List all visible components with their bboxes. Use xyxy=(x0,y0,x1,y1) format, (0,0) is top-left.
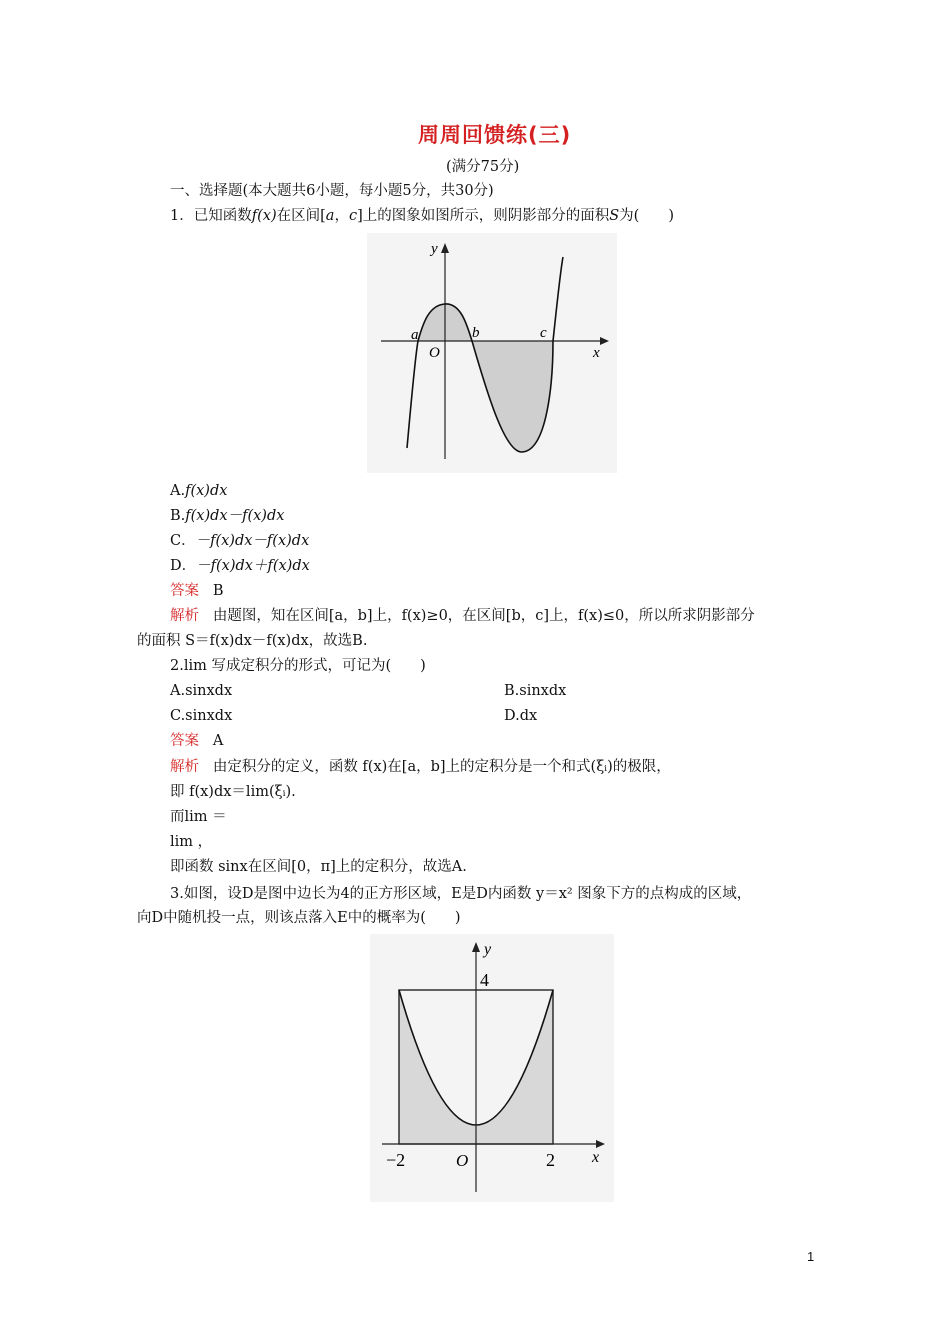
q1-a-label: a xyxy=(411,327,419,343)
q3-graph xyxy=(370,934,614,1202)
q1-stem-prefix: 1．已知函数 xyxy=(170,208,252,224)
q3-right-tick: 2 xyxy=(546,1150,555,1170)
q1-option-c xyxy=(170,530,309,552)
q1-analysis-line2: 的面积 S＝f(x)dx－f(x)dx，故选B. xyxy=(137,633,368,649)
q3-top-tick: 4 xyxy=(480,970,489,990)
q1-figure xyxy=(367,233,617,473)
score-note: (满分75分) xyxy=(446,159,520,175)
q1-x-label: x xyxy=(593,345,600,361)
q1-option-d-letter: D． xyxy=(170,558,197,574)
section-heading: 一、选择题(本大题共6小题，每小题5分，共30分) xyxy=(170,183,494,199)
q3-left-tick: −2 xyxy=(386,1150,406,1170)
q2-analysis-line2: 即 f(x)dx＝lim(ξᵢ). xyxy=(170,784,296,800)
page-number: 1 xyxy=(807,1249,815,1264)
q3-origin-label: O xyxy=(456,1151,469,1170)
q2-option-a: A.sinxdx xyxy=(170,683,233,699)
q1-option-d-expr: －f(x)dx＋f(x)dx xyxy=(196,558,310,574)
q2-option-c: C.sinxdx xyxy=(170,708,233,724)
q3-y-label: y xyxy=(484,941,492,958)
q1-stem-x: (x) xyxy=(257,208,277,224)
q1-option-a-expr: f(x)dx xyxy=(185,483,228,499)
q2-option-d: D.dx xyxy=(504,708,538,724)
page-title: 周周回馈练(三) xyxy=(418,123,572,147)
q1-answer xyxy=(170,580,223,602)
q1-b-label: b xyxy=(472,325,480,341)
q1-stem xyxy=(170,205,674,227)
q1-stem-s: S xyxy=(609,208,620,224)
q1-analysis-label: 解析 xyxy=(170,608,199,624)
q2-answer-value: A xyxy=(212,733,224,749)
q2-analysis-line5: 即函数 sinx在区间[0，π]上的定积分，故选A. xyxy=(170,859,467,875)
q1-option-d xyxy=(170,555,310,577)
q3-stem-line2: 向D中随机投一点，则该点落入E中的概率为( ) xyxy=(137,910,461,926)
q1-y-arrow xyxy=(441,243,449,253)
q1-answer-value: B xyxy=(212,583,224,599)
q1-analysis-line1 xyxy=(170,605,755,627)
q3-figure xyxy=(370,934,614,1202)
q1-analysis-text1: 由题图，知在区间[a，b]上，f(x)≥0，在区间[b，c]上，f(x)≤0，所以所求阴影部分 xyxy=(212,608,755,624)
q1-x-arrow xyxy=(600,337,609,345)
q1-option-a xyxy=(170,480,227,502)
q1-option-c-letter: C． xyxy=(170,533,196,549)
q2-answer xyxy=(170,730,223,752)
q1-stem-mid: 在区间[ xyxy=(276,208,326,224)
q2-analysis-text1: 由定积分的定义，函数 f(x)在[a，b]上的定积分是一个和式(ξᵢ)的极限， xyxy=(212,759,671,775)
q1-answer-label: 答案 xyxy=(170,583,199,599)
q3-x-label: x xyxy=(592,1149,600,1166)
q1-stem-c: c xyxy=(348,208,358,224)
q2-analysis-line3: 而lim ＝ xyxy=(170,809,227,825)
q1-stem-suffix: ]上的图象如图所示，则阴影部分的面积 xyxy=(357,208,610,224)
q1-graph xyxy=(367,233,617,473)
q1-y-label: y xyxy=(431,241,438,257)
q1-option-b-expr: f(x)dx－f(x)dx xyxy=(185,508,285,524)
q1-stem-a: a xyxy=(325,208,335,224)
q1-stem-end: 为( ) xyxy=(619,208,674,224)
q3-y-arrow xyxy=(472,942,480,952)
q2-analysis-line1 xyxy=(170,756,671,778)
q2-stem: 2.lim 写成定积分的形式，可记为( ) xyxy=(170,658,426,674)
q3-stem-line1: 3.如图，设D是图中边长为4的正方形区域，E是D内函数 y＝x² 图象下方的点构成的区域， xyxy=(170,886,752,902)
q3-x-arrow xyxy=(596,1140,605,1148)
q1-stem-comma: ， xyxy=(334,208,349,224)
q2-analysis-label: 解析 xyxy=(170,759,199,775)
q2-option-b: B.sinxdx xyxy=(504,683,567,699)
q1-option-b-letter: B. xyxy=(170,508,186,524)
q1-stem-f: f xyxy=(251,208,258,224)
q2-analysis-line4: lim ， xyxy=(170,834,213,850)
q2-answer-label: 答案 xyxy=(170,733,199,749)
q1-option-c-expr: －f(x)dx－f(x)dx xyxy=(195,533,310,549)
q1-shaded-negative-region xyxy=(472,341,553,452)
q1-origin-label: O xyxy=(429,345,440,361)
q1-option-a-letter: A. xyxy=(170,483,186,499)
q1-option-b xyxy=(170,505,284,527)
q1-c-label: c xyxy=(540,325,547,341)
